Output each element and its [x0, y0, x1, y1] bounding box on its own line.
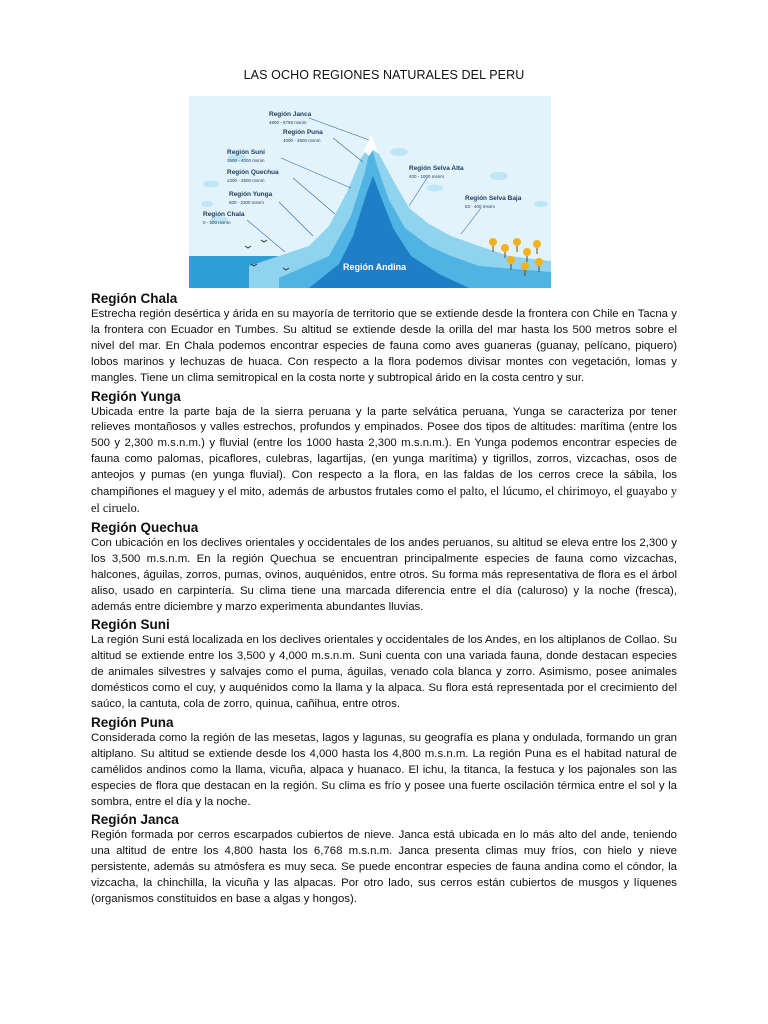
section-text: Estrecha región desértica y árida en su mayoría de territorio que se extiende desde la frontera con Chile en Tacna y la frontera con Ecuador en Tumbes. Su altitud se extiende desde la orilla del mar hasta los 500 metros sobre el nivel del mar. En Chala podemos encontrar especies de fauna como aves guaneras (guanay, pelícano, piquero) lobos marinos y lechuzas de huaca. Con respecto a la flora podemos divisar montes con vegetación, lomas y mangles. Tiene un clima semitropical en la costa norte y subtropical árido en la costa centro y sur.	[91, 308, 677, 384]
label-andina: Región Andina	[343, 262, 407, 272]
document-body	[91, 290, 677, 909]
range-selva-baja: 83 - 400 msnm	[465, 204, 496, 209]
section-heading: Región Janca	[91, 812, 179, 828]
section-heading: Región Suni	[91, 617, 170, 633]
regions-diagram	[189, 96, 551, 288]
section-chala	[91, 290, 677, 387]
range-suni: 3500 - 4000 msnm	[227, 158, 265, 163]
range-selva-alta: 400 - 1000 msnm	[409, 174, 445, 179]
section-text-serif: palto, el lúcumo, el chirimoyo, el guayabo y el ciruelo.	[91, 484, 677, 515]
section-janca	[91, 811, 677, 908]
label-yunga: Región Yunga	[229, 191, 273, 198]
range-chala: 0 - 500 msnm	[203, 220, 231, 225]
document-title: LAS OCHO REGIONES NATURALES DEL PERU	[243, 68, 525, 82]
section-text: Con ubicación en los declives orientales y occidentales de los andes peruanos, su altitud se eleva entre los 2,300 y los 3,500 m.s.n.m. En la región Quechua se encuentran principalmente especies de fauna como vizcachas, halcones, águilas, zorros, pumas, ovinos, auquénidos, entre otros. Su forma más representativa de flora es el árbol aliso, usado en carpintería. Su clima tiene una marcada diferencia entre el día (caluroso) y la noche (fresca), además entre diciembre y marzo experimenta abundantes lluvias.	[91, 536, 677, 613]
section-text: Región formada por cerros escarpados cubiertos de nieve. Janca está ubicada en lo más alto del ande, teniendo una altitud de entre los 4,800 hasta los 6,768 m.s.n.m. Janca presenta climas muy fríos, con hielo y nieve persistente, además su atmósfera es muy seca. Se puede encontrar especies de fauna andina como el cóndor, la vizcacha, la chinchilla, la vicuña y las alpacas. Por otro lado, sus cerros están cubiertos de musgos y líquenes (organismos constituidos en base a algas y hongos).	[91, 829, 677, 906]
section-yunga	[91, 388, 677, 518]
section-heading: Región Yunga	[91, 388, 181, 404]
label-selva-alta: Región Selva Alta	[409, 165, 464, 172]
label-chala: Región Chala	[203, 211, 245, 218]
section-quechua	[91, 519, 677, 616]
regions-diagram-svg	[189, 96, 551, 288]
section-text: La región Suni está localizada en los declives orientales y occidentales de los Andes, en los altiplanos de Collao. Su altitud se extiende entre los 3,500 y 4,000 m.s.n.m. Suni cuenta con una variada fauna, donde destacan especies de animales silvestres y salvajes como el puma, águilas, venado cola blanca y zorro. Asimismo, posee animales domésticos como el cuy, y auquénidos como la llama y la alpaca. Su flora está representada por el crecimiento del saúco, la cantuta, cola de zorro, quinua, cañihua, entre otros.	[91, 634, 677, 711]
section-text	[91, 405, 677, 518]
range-puna: 4000 - 4800 msnm	[283, 138, 321, 143]
label-suni: Región Suni	[227, 149, 265, 156]
section-text: Considerada como la región de las mesetas, lagos y lagunas, su geografía es plana y ondulada, formando un gran altiplano. Su altitud se extiende desde los 4,000 hasta los 4,800 m.s.n.m. La región Puna es el habitad natural de camélidos andinos como la llama, vicuña, alpaca y huanaco. El ichu, la titanca, la festuca y los pajonales son las especies de flora que destacan en la región. Su clima es frío y posee una fuerte oscilación térmica entre el sol y la sombra, entre el día y la noche.	[91, 731, 677, 808]
label-selva-baja: Región Selva Baja	[465, 195, 522, 202]
range-quechua: 2300 - 3500 msnm	[227, 178, 265, 183]
section-heading: Región Chala	[91, 291, 178, 306]
label-quechua: Región Quechua	[227, 169, 279, 176]
label-janca: Región Janca	[269, 111, 312, 118]
label-puna: Región Puna	[283, 129, 323, 136]
section-heading: Región Quechua	[91, 519, 199, 535]
range-yunga: 500 - 2300 msnm	[229, 200, 265, 205]
section-heading: Región Puna	[91, 714, 174, 730]
section-puna	[91, 714, 677, 811]
section-suni	[91, 616, 677, 713]
section-text-main: Ubicada entre la parte baja de la sierra peruana y la parte selvática peruana, Yunga se caracteriza por tener relieves montañosos y valles estrechos, profundos y empinados. Posee dos tipos de altitudes: marítima (entre los 500 y 2,300 m.s.n.m.) y fluvial (entre los 1000 hasta 2,300 m.s.n.m.). En Yunga podemos encontrar especies de fauna como palomas, picaflores, culebras, lagartijas, (en yunga marítima) y tigrillos, zorros, vizcachas, osos de anteojos y pumas (en yunga fluvial). Con respecto a la flora, en las faldas de los cerros crece la sábila, los champiñones el maguey y el mito, además de arbustos frutales como el	[91, 405, 677, 499]
range-janca: 4800 - 6768 msnm	[269, 120, 307, 125]
